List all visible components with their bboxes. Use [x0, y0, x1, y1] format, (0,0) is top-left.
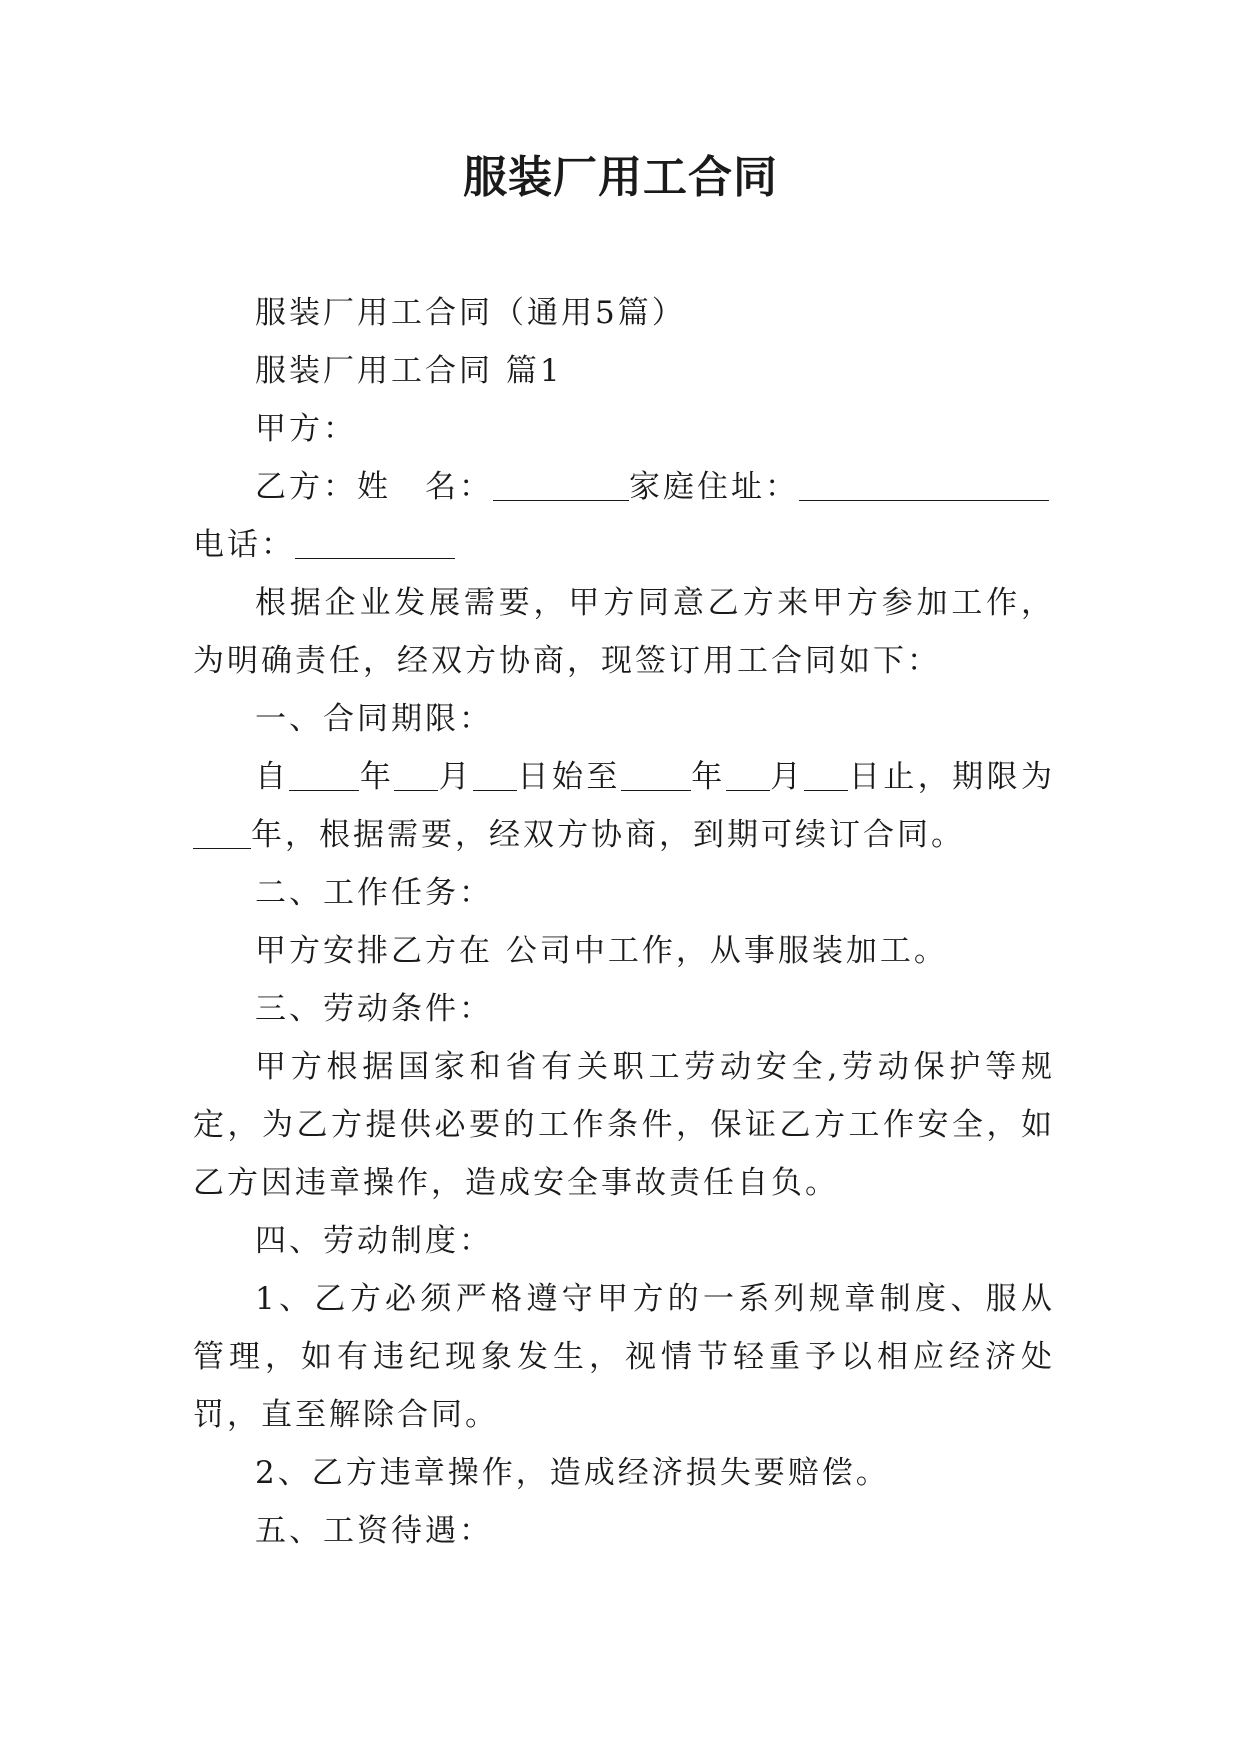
paragraph-work-task: 甲方安排乙方在 公司中工作，从事服装加工。: [255, 933, 948, 969]
paragraph-subtitle: 服装厂用工合同（通用5篇）: [255, 295, 686, 331]
heading-wages: 五、工资待遇：: [255, 1513, 493, 1549]
duration-blank: [193, 820, 251, 849]
heading-labor-conditions: 三、劳动条件：: [255, 991, 493, 1027]
paragraph-section-heading: 服装厂用工合同 篇1: [255, 353, 563, 389]
name-blank: [493, 472, 629, 501]
heading-contract-term: 一、合同期限：: [255, 701, 493, 737]
end-year-blank: [621, 762, 691, 791]
party-b-address-label: 家庭住址：: [629, 469, 799, 505]
start-day-blank: [473, 762, 517, 791]
paragraph-labor-rule-2: 2、乙方违章操作，造成经济损失要赔偿。: [255, 1455, 890, 1491]
heading-labor-rules: 四、劳动制度：: [255, 1223, 493, 1259]
paragraph-party-b: [193, 458, 1055, 574]
paragraph-contract-term: 自 年 月 日始至 年 月 日止，期限为年，根据需要，经双方协商，到期可续订合同。: [193, 748, 1055, 864]
paragraph-party-a: 甲方：: [255, 411, 357, 447]
party-b-name-label: 乙方：姓 名：: [255, 469, 493, 505]
paragraph-labor-conditions: 甲方根据国家和省有关职工劳动安全,劳动保护等规定，为乙方提供必要的工作条件，保证乙方工作安全，如乙方因违章操作，造成安全事故责任自负。: [193, 1049, 1055, 1201]
phone-blank: [295, 530, 455, 559]
paragraph-preamble: 根据企业发展需要，甲方同意乙方来甲方参加工作，为明确责任，经双方协商，现签订用工合同如下：: [193, 585, 1055, 679]
end-month-blank: [726, 762, 770, 791]
heading-work-task: 二、工作任务：: [255, 875, 493, 911]
start-year-blank: [289, 762, 359, 791]
paragraph-labor-rule-1: 1、乙方必须严格遵守甲方的一系列规章制度、服从管理，如有违纪现象发生，视情节轻重予以相应经济处罚，直至解除合同。: [193, 1281, 1055, 1433]
document-body: [193, 284, 1055, 1560]
document-title: 服装厂用工合同: [463, 152, 778, 203]
party-b-phone-label: 电话：: [193, 527, 295, 563]
address-blank: [799, 472, 1049, 501]
end-day-blank: [804, 762, 848, 791]
start-month-blank: [394, 762, 438, 791]
